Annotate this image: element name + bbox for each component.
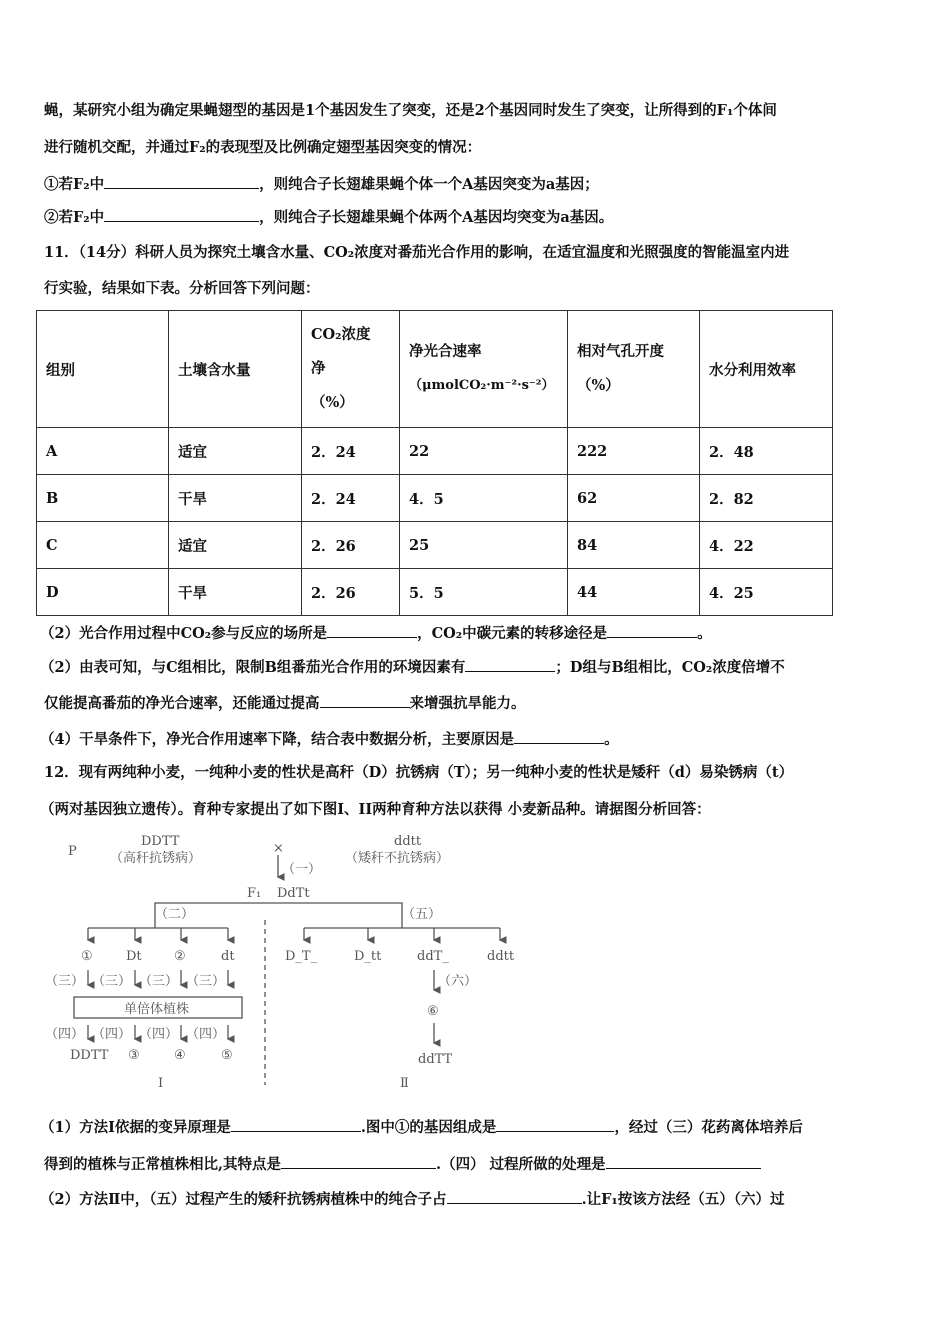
answer-blank	[607, 623, 697, 638]
table-row	[37, 428, 833, 475]
text: ，则纯合子长翅雄果蝇个体两个A基因均突变为a基因。	[259, 209, 614, 226]
text: 仅能提高番茄的净光合速率，还能通过提高	[44, 695, 320, 712]
cell: C	[37, 522, 169, 569]
question-line	[40, 1189, 785, 1210]
cell: 干旱	[169, 569, 302, 616]
question-line	[44, 174, 599, 195]
step-3: （三）	[139, 974, 179, 989]
text: （4）干旱条件下，净光合作用速率下降，结合表中数据分析，主要原因是	[40, 731, 515, 748]
cell: 适宜	[169, 428, 302, 475]
header-cell	[400, 311, 568, 428]
text: 得到的植株与正常植株相比,其特点是	[44, 1156, 282, 1173]
text: （1）方法I依据的变异原理是	[40, 1119, 231, 1136]
answer-blank	[606, 1154, 761, 1169]
parent2-genotype: ddtt	[394, 834, 422, 849]
text: ②若F₂中	[44, 209, 105, 226]
parent1-phenotype: （高秆抗锈病）	[110, 851, 202, 866]
cell: 4．22	[700, 522, 833, 569]
answer-blank	[281, 1154, 436, 1169]
question-line	[40, 623, 712, 644]
step-3: （三）	[186, 974, 226, 989]
step-3: （三）	[92, 974, 132, 989]
text: .（四） 过程所做的处理是	[436, 1156, 606, 1173]
text: （2）方法Ⅱ中，（五）过程产生的矮秆抗锈病植株中的纯合子占	[40, 1191, 447, 1208]
text: ，经过（三）花药离体培养后	[614, 1119, 803, 1136]
gamete: Dt	[126, 949, 142, 964]
f2-genotype: D_T_	[285, 949, 318, 964]
text: 净	[311, 360, 326, 377]
cell: 84	[568, 522, 700, 569]
cell: 22	[400, 428, 568, 475]
gamete: ②	[174, 949, 186, 964]
label-f1: F₁	[247, 886, 262, 901]
result: DDTT	[70, 1048, 109, 1063]
question-line	[44, 207, 613, 228]
text-line: 12．现有两纯种小麦，一纯种小麦的性状是高秆（D）抗锈病（T）；另一纯种小麦的性状是矮秆（d）易染锈病（t）	[44, 764, 794, 781]
cell: 25	[400, 522, 568, 569]
cell: 5．5	[400, 569, 568, 616]
text: 。	[697, 625, 712, 642]
question-line	[44, 1154, 761, 1175]
answer-blank	[327, 623, 417, 638]
answer-blank	[465, 657, 555, 672]
table-row	[37, 522, 833, 569]
step-3: （三）	[45, 974, 85, 989]
text: 来增强抗旱能力。	[409, 695, 526, 712]
cell: 2．26	[302, 569, 400, 616]
cell: 2．24	[302, 475, 400, 522]
text: .图中①的基因组成是	[360, 1119, 497, 1136]
step-5: （五）	[402, 907, 442, 922]
method-1-label: I	[158, 1076, 164, 1091]
step-4: （四）	[45, 1027, 85, 1042]
method-2-label: Ⅱ	[400, 1076, 409, 1091]
parent2-phenotype: （矮秆不抗锈病）	[345, 851, 450, 866]
cell: 2．82	[700, 475, 833, 522]
step-4: （四）	[186, 1027, 226, 1042]
answer-blank	[496, 1117, 614, 1132]
cell: 2．26	[302, 522, 400, 569]
cell: 2．24	[302, 428, 400, 475]
cell: A	[37, 428, 169, 475]
data-table	[36, 310, 833, 616]
result: ⑤	[221, 1048, 233, 1063]
table-header-row	[37, 311, 833, 428]
breeding-diagram	[40, 825, 540, 1095]
text: ，则纯合子长翅雄果蝇个体一个A基因突变为a基因；	[259, 176, 599, 193]
text: （%）	[311, 394, 354, 411]
step-4: （四）	[92, 1027, 132, 1042]
text: 。	[604, 731, 619, 748]
final-genotype: ddTT	[418, 1052, 453, 1067]
answer-blank	[320, 693, 410, 708]
f2-genotype: D_tt	[354, 949, 382, 964]
table-row	[37, 569, 833, 616]
text: ，CO₂中碳元素的转移途径是	[417, 625, 608, 642]
f1-genotype: DdTt	[277, 886, 310, 901]
cell: 2．48	[700, 428, 833, 475]
text: .让F₁按该方法经（五）（六）过	[581, 1191, 785, 1208]
header-cell	[302, 311, 400, 428]
table-row	[37, 475, 833, 522]
text: 相对气孔开度	[577, 343, 664, 360]
question-line	[40, 657, 785, 678]
cell: 62	[568, 475, 700, 522]
cross-symbol: ×	[273, 841, 284, 856]
text: ①若F₂中	[44, 176, 105, 193]
cell: 44	[568, 569, 700, 616]
haploid-box-label: 单倍体植株	[124, 1002, 190, 1017]
step-6: （六）	[438, 974, 478, 989]
step-2: （二）	[155, 907, 195, 922]
text-line: 行实验，结果如下表。分析回答下列问题：	[44, 280, 320, 297]
text-line: 11．（14分）科研人员为探究土壤含水量、CO₂浓度对番茄光合作用的影响，在适宜温度和光照强度的智能温室内进	[44, 244, 790, 261]
cell: 4．25	[700, 569, 833, 616]
f2-genotype: ddT_	[417, 949, 449, 964]
result: ④	[174, 1048, 186, 1063]
gamete: dt	[221, 949, 235, 964]
step-1: （一）	[282, 862, 322, 877]
question-line	[40, 729, 619, 750]
answer-blank	[231, 1117, 361, 1132]
label-p: P	[68, 844, 77, 859]
circle-6: ⑥	[427, 1004, 439, 1019]
text: CO₂浓度	[311, 326, 371, 343]
answer-blank	[447, 1189, 582, 1204]
text-line: 蝇，某研究小组为确定果蝇翅型的基因是1个基因发生了突变，还是2个基因同时发生了突变，让所得到的F₁个体间	[44, 102, 777, 119]
text-line: 进行随机交配，并通过F₂的表现型及比例确定翅型基因突变的情况：	[44, 139, 482, 156]
cell: 干旱	[169, 475, 302, 522]
question-line	[44, 693, 526, 714]
answer-blank	[104, 207, 259, 222]
f2-genotype: ddtt	[487, 949, 515, 964]
gamete: ①	[81, 949, 93, 964]
header-cell: 水分利用效率	[700, 311, 833, 428]
text-line: （两对基因独立遗传）。育种专家提出了如下图I、II两种育种方法以获得 小麦新品种。请据图分析回答：	[40, 801, 711, 818]
parent1-genotype: DDTT	[141, 834, 180, 849]
text: （2）光合作用过程中CO₂参与反应的场所是	[40, 625, 328, 642]
header-cell	[568, 311, 700, 428]
cell: 适宜	[169, 522, 302, 569]
text: （2）由表可知，与C组相比，限制B组番茄光合作用的环境因素有	[40, 659, 466, 676]
cell: D	[37, 569, 169, 616]
text: （%）	[577, 377, 620, 394]
header-cell: 组别	[37, 311, 169, 428]
text: （μmolCO₂·m⁻²·s⁻²）	[409, 378, 555, 393]
question-line	[40, 1117, 803, 1138]
cell: 4．5	[400, 475, 568, 522]
cell: 222	[568, 428, 700, 475]
text: ；D组与B组相比，CO₂浓度倍增不	[555, 659, 785, 676]
result: ③	[128, 1048, 140, 1063]
cell: B	[37, 475, 169, 522]
text: 净光合速率	[409, 343, 482, 360]
header-cell: 土壤含水量	[169, 311, 302, 428]
answer-blank	[104, 174, 259, 189]
step-4: （四）	[139, 1027, 179, 1042]
answer-blank	[514, 729, 604, 744]
